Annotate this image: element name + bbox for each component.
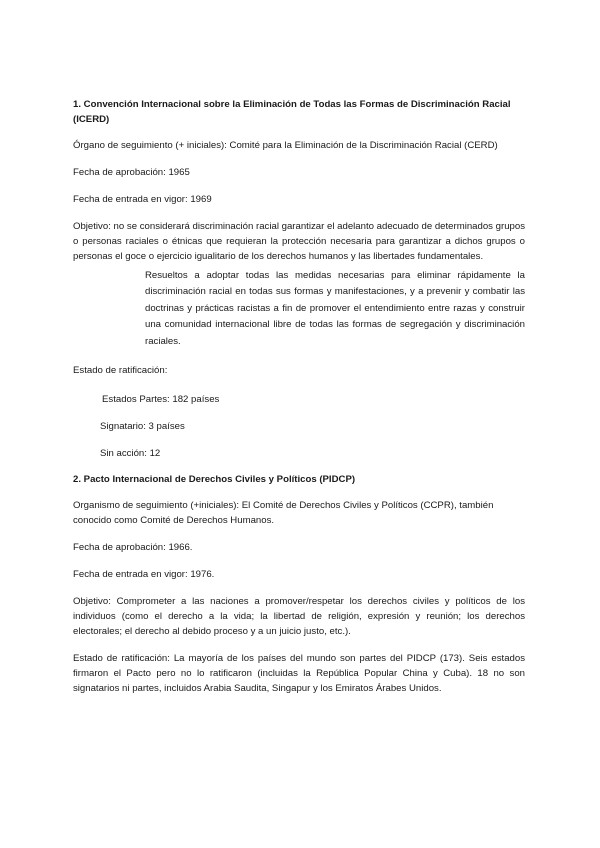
section-2-heading: 2. Pacto Internacional de Derechos Civiles y Políticos (PIDCP) — [73, 474, 356, 486]
section-1-heading: 1. Convención Internacional sobre la Eliminación de Todas las Formas de Discriminación Racial (ICERD) — [73, 99, 511, 125]
section-1-signatory: Signatario: 3 países — [100, 421, 185, 433]
section-1-resolution-quote: Resueltos a adoptar todas las medidas necesarias para eliminar rápidamente la discriminación racial en todas sus formas y manifestaciones, y a prevenir y combatir las doctrinas y prácticas racistas a fin de promover el entendimiento entre razas y construir una comunidad internacional libre de todas las formas de segregación y discriminación raciales. — [145, 270, 525, 347]
section-1-approval-date: Fecha de aprobación: 1965 — [73, 167, 190, 178]
section-2-monitoring-body: Organismo de seguimiento (+iniciales): El Comité de Derechos Civiles y Políticos (CCPR), también conocido como Comité de Derechos Humanos. — [73, 500, 494, 527]
section-1-ratification-label: Estado de ratificación: — [73, 365, 168, 377]
section-1-entry-into-force: Fecha de entrada en vigor: 1969 — [73, 194, 212, 205]
section-2-objective: Objetivo: Comprometer a las naciones a promover/respetar los derechos civiles y políticos de los individuos (como el derecho a la vida; la libertad de religión, expresión y reunión; los derechos electorales; el derecho al debido proceso y a un juicio justo, etc.). — [73, 596, 525, 638]
section-1-states-parties: Estados Partes: 182 países — [102, 394, 220, 406]
section-1-no-action: Sin acción: 12 — [100, 448, 161, 460]
section-2-approval-date: Fecha de aprobación: 1966. — [73, 542, 193, 554]
section-1-monitoring-body: Órgano de seguimiento (+ iniciales): Comité para la Eliminación de la Discriminación Racial (CERD) — [73, 140, 498, 151]
section-2-ratification-status: Estado de ratificación: La mayoría de los países del mundo son partes del PIDCP (173). Seis estados firmaron el Pacto pero no lo ratificaron (incluidas la República Popular China y Cuba). 18 no son signatarios ni partes, incluidos Arabia Saudita, Singapur y los Emiratos Árabes Unidos. — [73, 653, 525, 695]
section-1-objective: Objetivo: no se considerará discriminación racial garantizar el adelanto adecuado de determinados grupos o personas raciales o étnicas que requieran la protección necesaria para garantizar a dichos grupos o personas el goce o ejercicio igualitario de los derechos humanos y las libertades fundamentales. — [73, 221, 525, 262]
section-2-entry-into-force: Fecha de entrada en vigor: 1976. — [73, 569, 215, 581]
